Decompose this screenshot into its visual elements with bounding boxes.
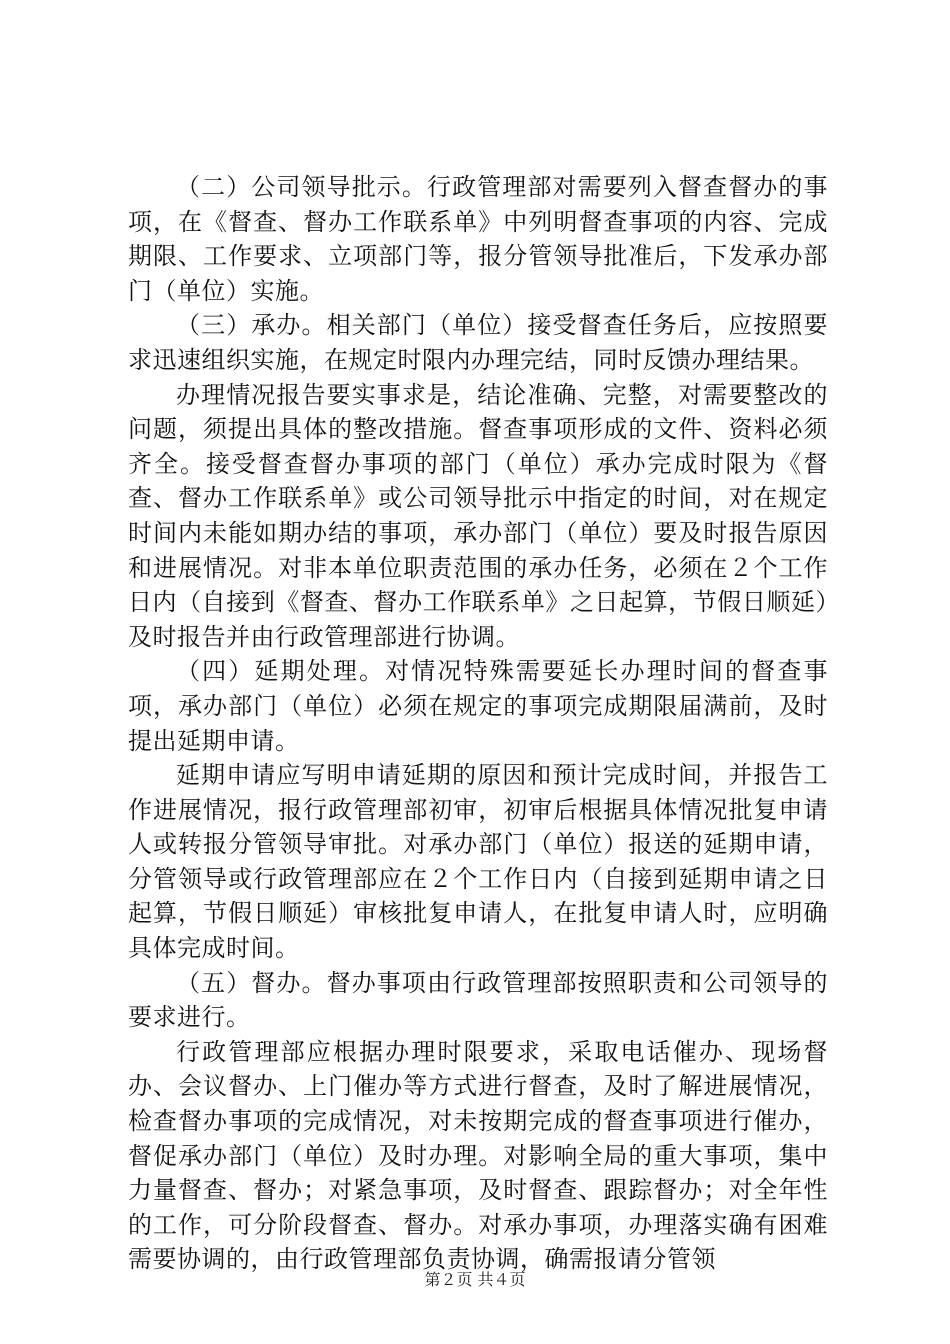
paragraph-supervision: （五）督办。督办事项由行政管理部按照职责和公司领导的要求进行。 xyxy=(128,968,828,1032)
paragraph-extension-handling: （四）延期处理。对情况特殊需要延长办理时间的督查事项，承办部门（单位）必须在规定的事项完成期限届满前，及时提出延期申请。 xyxy=(128,657,828,755)
paragraph-supervision-methods: 行政管理部应根据办理时限要求，采取电话催办、现场督办、会议督办、上门催办等方式进行督查，及时了解进展情况，检查督办事项的完成情况，对未按期完成的督查事项进行催办，督促承办部门（单位）及时办理。对影响全局的重大事项，集中力量督查、督办；对紧急事项，及时督查、跟踪督办；对全年性的工作，可分阶段督查、督办。对承办事项，办理落实确有困难需要协调的，由行政管理部负责协调，确需报请分管领 xyxy=(128,1037,828,1274)
page-footer: 第２页 共４页 xyxy=(424,1270,526,1289)
paragraph-extension-application: 延期申请应写明申请延期的原因和预计完成时间，并报告工作进展情况，报行政管理部初审，初审后根据具体情况批复申请人或转报分管领导审批。对承办部门（单位）报送的延期申请，分管领导或行政管理部应在２个工作日内（自接到延期申请之日起算，节假日顺延）审核批复申请人，在批复申请人时，应明确具体完成时间。 xyxy=(128,761,828,963)
paragraph-leader-approval: （二）公司领导批示。行政管理部对需要列入督查督办的事项，在《督查、督办工作联系单》中列明督查事项的内容、完成期限、工作要求、立项部门等，报分管领导批准后，下发承办部门（单位）实施。 xyxy=(128,173,828,305)
paragraph-undertaking: （三）承办。相关部门（单位）接受督查任务后，应按照要求迅速组织实施，在规定时限内办理完结，同时反馈办理结果。 xyxy=(128,311,828,374)
paragraph-report-requirements: 办理情况报告要实事求是，结论准确、完整，对需要整改的问题，须提出具体的整改措施。督查事项形成的文件、资料必须齐全。接受督查督办事项的部门（单位）承办完成时限为《督查、督办工作联系单》或公司领导批示中指定的时间，对在规定时间内未能如期办结的事项，承办部门（单位）要及时报告原因和进展情况。对非本单位职责范围的承办任务，必须在２个工作日内（自接到《督查、督办工作联系单》之日起算，节假日顺延）及时报告并由行政管理部进行协调。 xyxy=(128,380,828,651)
document-body xyxy=(128,170,828,1277)
